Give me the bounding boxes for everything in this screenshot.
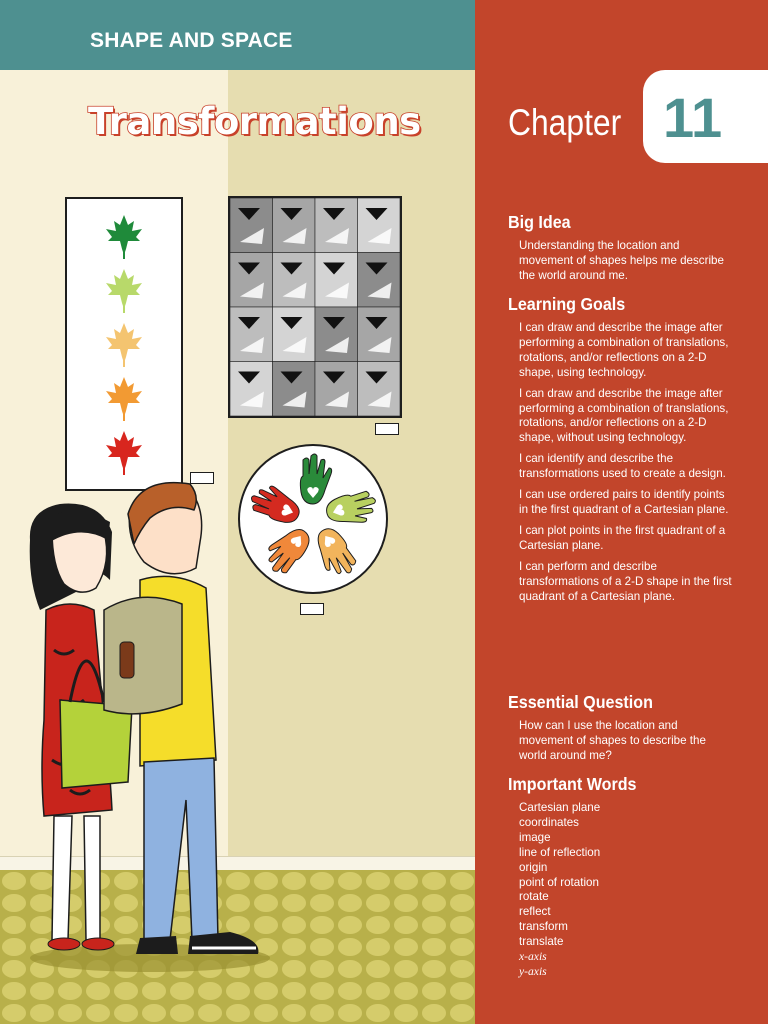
word-item: rotate xyxy=(519,890,549,904)
big-idea-heading: Big Idea xyxy=(508,212,571,232)
maple-leaf-icon xyxy=(106,377,142,421)
chapter-label: Chapter xyxy=(508,102,622,143)
learning-goal: I can identify and describe the transformations used to create a design. xyxy=(519,452,726,481)
big-idea-text: Understanding the location and movement of shapes helps me describe the world around me. xyxy=(519,239,724,282)
arrow-tile xyxy=(230,253,273,308)
word-item: coordinates xyxy=(519,815,579,829)
word-item: origin xyxy=(519,860,548,874)
arrow-tile xyxy=(230,307,273,362)
word-item: line of reflection xyxy=(519,845,601,859)
arrow-tile xyxy=(315,307,358,362)
arrow-tile xyxy=(358,362,401,417)
important-words-heading: Important Words xyxy=(508,774,637,794)
hand-icon xyxy=(323,487,380,532)
word-item: transform xyxy=(519,920,568,934)
arrow-tile xyxy=(315,362,358,417)
essential-question-text: How can I use the location and movement of shapes to describe the world around me? xyxy=(519,719,706,762)
arrow-tile xyxy=(358,198,401,253)
arrow-tile xyxy=(315,198,358,253)
word-item: Cartesian plane xyxy=(519,801,601,814)
maple-leaf-icon xyxy=(106,269,142,313)
learning-goal: I can use ordered pairs to identify points in the first quadrant of a Cartesian plane. xyxy=(519,488,729,516)
essential-question-heading: Essential Question xyxy=(508,692,653,712)
maple-leaf-icon xyxy=(106,323,142,367)
chapter-overview-panel xyxy=(475,0,768,1024)
learning-goal: I can draw and describe the image after performing a combination of translations, rotations, and/or reflections on a 2-D shape, without using technology. xyxy=(519,386,729,445)
chapter-number-box xyxy=(643,70,768,163)
learning-goal: I can plot points in the first quadrant of a Cartesian plane. xyxy=(519,523,726,552)
word-item: translate xyxy=(519,935,564,949)
chapter-title: Transformations xyxy=(88,100,421,143)
strand-band xyxy=(0,0,475,70)
hand-icon xyxy=(307,524,362,583)
word-item: point of rotation xyxy=(519,875,599,889)
arrow-tile xyxy=(273,198,316,253)
learning-goal: I can draw and describe the image after performing a combination of translations, rotations, and/or reflections on a 2-D shape, using technology. xyxy=(519,321,729,379)
important-words-list xyxy=(519,801,733,980)
arrow-tile xyxy=(273,253,316,308)
learning-goal: I can perform and describe transformations of a 2-D shape in the first quadrant of a Cartesian plane. xyxy=(519,559,732,603)
strand-title: SHAPE AND SPACE xyxy=(90,29,293,52)
learning-goals-list xyxy=(519,321,733,610)
maple-leaf-icon xyxy=(106,431,142,475)
arrow-tile xyxy=(358,253,401,308)
students-illustration xyxy=(0,470,300,990)
arrow-tiles xyxy=(230,198,400,416)
word-item: x-axis xyxy=(519,950,547,964)
hand-icon xyxy=(300,454,331,504)
word-item: image xyxy=(519,830,551,844)
word-item: y-axis xyxy=(519,964,547,978)
maple-leaf-icons xyxy=(67,199,181,489)
tessellation-artwork xyxy=(228,196,402,418)
maple-leaf-icon xyxy=(106,215,142,259)
learning-goals-heading: Learning Goals xyxy=(508,294,626,314)
arrow-tile xyxy=(273,307,316,362)
arrow-tile xyxy=(230,362,273,417)
maple-leaf-artwork xyxy=(65,197,183,491)
arrow-tile xyxy=(273,362,316,417)
arrow-tile xyxy=(315,253,358,308)
arrow-tile xyxy=(358,307,401,362)
word-item: reflect xyxy=(519,905,551,919)
arrow-tile xyxy=(230,198,273,253)
artwork-label-plate xyxy=(300,603,324,615)
chapter-number: 11 xyxy=(663,86,723,149)
artwork-label-plate xyxy=(375,423,399,435)
